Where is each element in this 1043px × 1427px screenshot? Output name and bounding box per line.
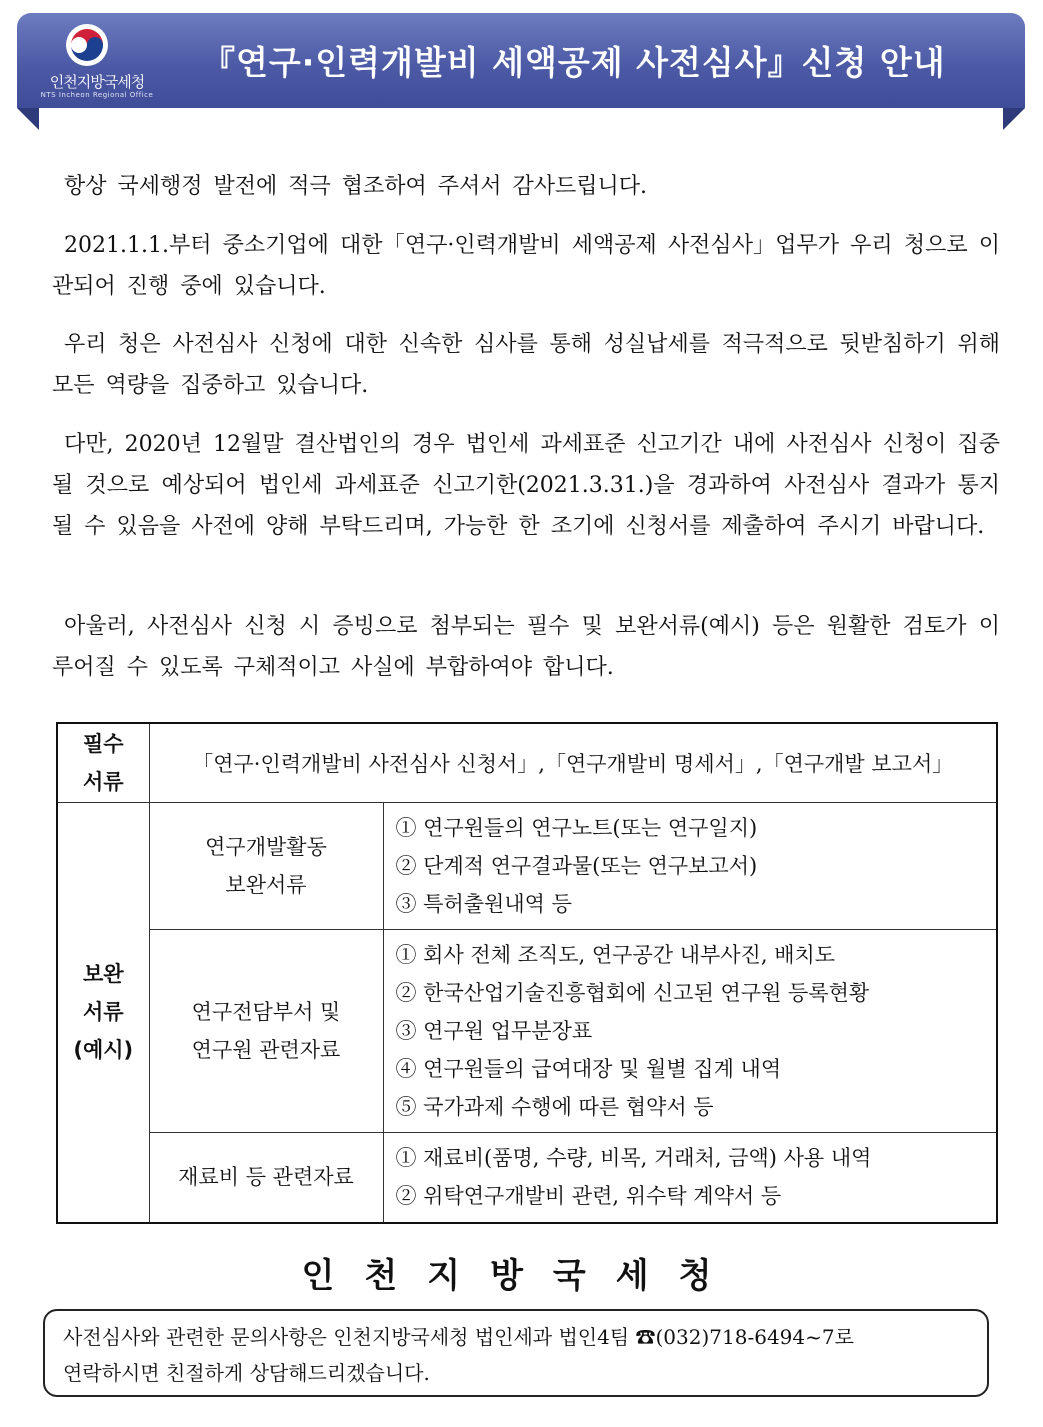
list-item: ① 회사 전체 조직도, 연구공간 내부사진, 배치도 xyxy=(395,943,836,967)
logo-office-name: 인천지방국세청 xyxy=(49,73,145,91)
page-title: 『연구·인력개발비 세액공제 사전심사』신청 안내 xyxy=(202,43,946,82)
required-documents-text: 「연구·인력개발비 사전심사 신청서」,「연구개발비 명세서」,「연구개발 보고서」 xyxy=(149,723,997,803)
category-rnd-activity: 연구개발활동 보완서류 xyxy=(149,803,383,930)
issuing-office: 인천지방국세청 xyxy=(301,1256,742,1296)
nts-logo xyxy=(37,21,157,101)
taegeuk-logo-icon xyxy=(65,23,109,67)
items-materials xyxy=(383,1133,997,1223)
banner-fold-left xyxy=(17,108,39,130)
list-item: ③ 연구원 업무분장표 xyxy=(395,1019,593,1043)
supplementary-header: 보완 서류 (예시) xyxy=(57,803,149,1223)
paragraph-documents: 아울러, 사전심사 신청 시 증빙으로 첨부되는 필수 및 보완서류(예시) 등은 원활한 검토가 이루어질 수 있도록 구체적이고 사실에 부합하여야 합니다. xyxy=(52,614,1000,680)
category-research-dept: 연구전담부서 및 연구원 관련자료 xyxy=(149,930,383,1133)
paragraph-commitment: 우리 청은 사전심사 신청에 대한 신속한 심사를 통해 성실납세를 적극적으로 뒷받침하기 위해 모든 역량을 집중하고 있습니다. xyxy=(52,332,1000,398)
list-item: ① 재료비(품명, 수량, 비목, 거래처, 금액) 사용 내역 xyxy=(395,1146,872,1171)
list-item: ② 한국산업기술진흥협회에 신고된 연구원 등록현황 xyxy=(395,981,870,1005)
list-item: ③ 특허출원내역 등 xyxy=(395,892,572,916)
required-documents-row xyxy=(57,723,997,803)
header-banner xyxy=(17,13,1025,108)
items-research-dept xyxy=(383,930,997,1133)
supplementary-group-row xyxy=(57,1133,997,1223)
contact-line: 연락하시면 친절하게 상담해드리겠습니다. xyxy=(63,1361,430,1385)
list-item: ⑤ 국가과제 수행에 따른 협약서 등 xyxy=(395,1095,714,1119)
category-materials: 재료비 등 관련자료 xyxy=(149,1133,383,1223)
documents-table xyxy=(56,722,998,1224)
contact-line: 사전심사와 관련한 문의사항은 인천지방국세청 법인세과 법인4팀 ☎(032)718-6494~7로 xyxy=(63,1325,854,1349)
list-item: ① 연구원들의 연구노트(또는 연구일지) xyxy=(395,816,758,840)
items-rnd-activity xyxy=(383,803,997,930)
list-item: ② 단계적 연구결과물(또는 연구보고서) xyxy=(395,854,758,878)
paragraph-transfer: 2021.1.1.부터 중소기업에 대한「연구·인력개발비 세액공제 사전심사」업무가 우리 청으로 이관되어 진행 중에 있습니다. xyxy=(52,233,1000,299)
logo-office-english: NTS Incheon Regional Office xyxy=(40,91,154,99)
contact-box xyxy=(43,1309,989,1397)
banner-fold-right xyxy=(1003,108,1025,130)
list-item: ④ 연구원들의 급여대장 및 월별 집계 내역 xyxy=(395,1057,782,1081)
list-item: ② 위탁연구개발비 관련, 위수탁 계약서 등 xyxy=(395,1184,782,1209)
supplementary-group-row xyxy=(57,930,997,1133)
required-header: 필수 서류 xyxy=(57,723,149,803)
paragraph-greeting: 항상 국세행정 발전에 적극 협조하여 주셔서 감사드립니다. xyxy=(64,174,648,199)
paragraph-deadline-notice: 다만, 2020년 12월말 결산법인의 경우 법인세 과세표준 신고기간 내에 사전심사 신청이 집중될 것으로 예상되어 법인세 과세표준 신고기한(2021.3.31.)을 경과하여 사전심사 결과가 통지될 수 있음을 사전에 양해 부탁드리며, 가능한 한 조기에 신청서를 제출하여 주시기 바랍니다. xyxy=(52,432,1000,539)
supplementary-group-row xyxy=(57,803,997,930)
